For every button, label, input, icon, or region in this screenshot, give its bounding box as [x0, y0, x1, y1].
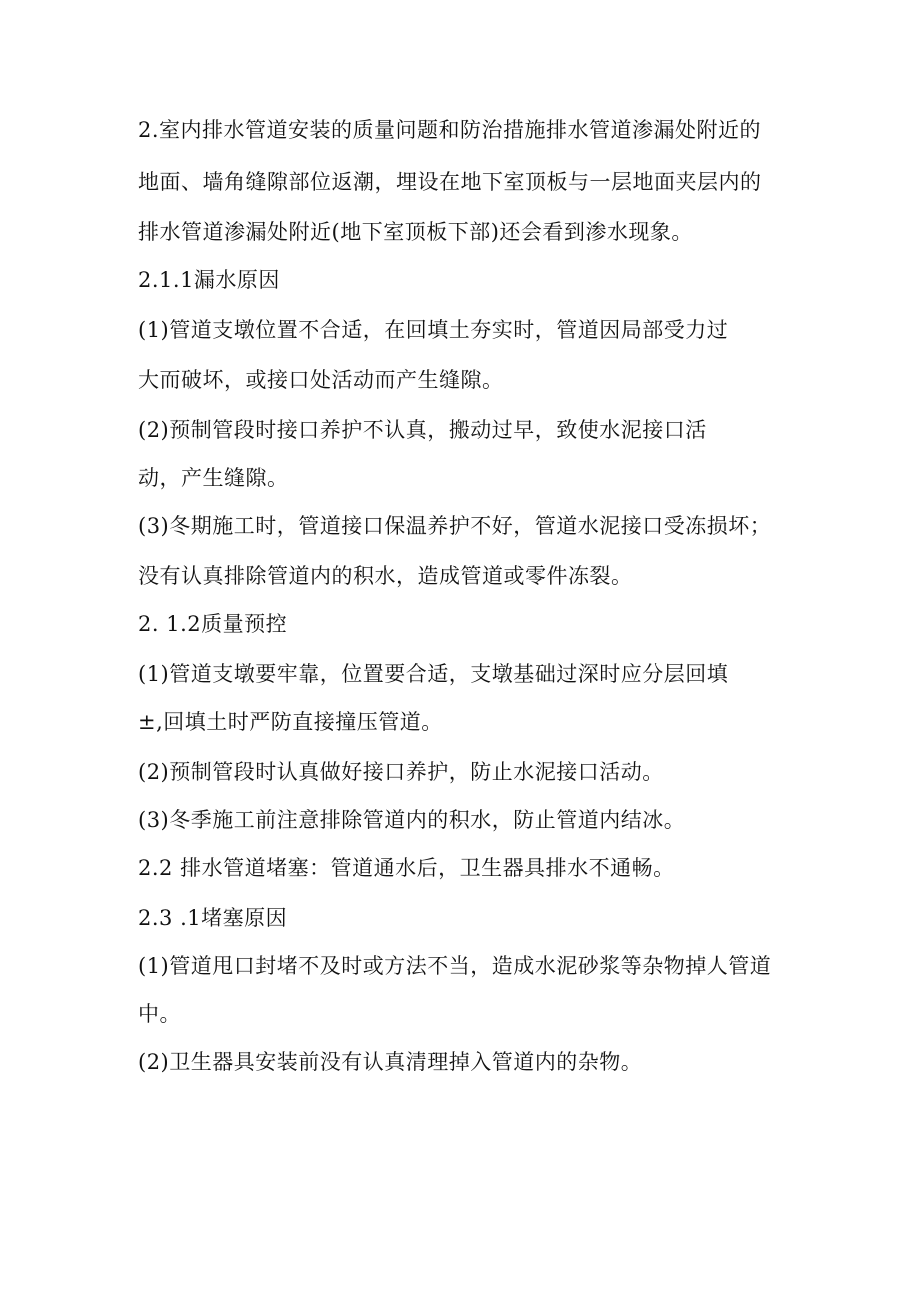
paragraph-line: 2.室内排水管道安装的质量问题和防治措施排水管道渗漏处附近的	[138, 118, 762, 142]
paragraph-line: (1)管道支墩位置不合适，在回填土夯实时，管道因局部受力过	[138, 318, 729, 342]
paragraph-line: (2)预制管段时接口养护不认真，搬动过早，致使水泥接口活	[138, 418, 707, 442]
paragraph-line: 动，产生缝隙。	[138, 466, 289, 490]
section-heading: 2.2 排水管道堵塞：管道通水后，卫生器具排水不通畅。	[138, 856, 675, 880]
section-heading: 2.3 .1堵塞原因	[138, 906, 288, 930]
paragraph-line: 没有认真排除管道内的积水，造成管道或零件冻裂。	[138, 564, 633, 588]
paragraph-line: 排水管道渗漏处附近(地下室顶板下部)还会看到渗水现象。	[138, 220, 693, 244]
paragraph-line: (3)冬期施工时，管道接口保温养护不好，管道水泥接口受冻损坏；	[138, 514, 772, 538]
paragraph-line: (2)预制管段时认真做好接口养护，防止水泥接口活动。	[138, 760, 664, 784]
paragraph-line: (2)卫生器具安装前没有认真清理掉入管道内的杂物。	[138, 1050, 643, 1074]
paragraph-line: ±,回填土时严防直接撞压管道。	[138, 710, 443, 734]
paragraph-line: 大而破坏，或接口处活动而产生缝隙。	[138, 368, 504, 392]
section-heading: 2. 1.2质量预控	[138, 612, 288, 636]
paragraph-line: (1)管道支墩要牢靠，位置要合适，支墩基础过深时应分层回填	[138, 662, 729, 686]
paragraph-line: 地面、墙角缝隙部位返潮，埋设在地下室顶板与一层地面夹层内的	[138, 170, 762, 194]
paragraph-line: (1)管道甩口封堵不及时或方法不当，造成水泥砂浆等杂物掉人管道	[138, 954, 772, 978]
section-heading: 2.1.1漏水原因	[138, 268, 280, 292]
paragraph-line: 中。	[138, 1002, 181, 1026]
paragraph-line: (3)冬季施工前注意排除管道内的积水，防止管道内结冰。	[138, 808, 686, 832]
